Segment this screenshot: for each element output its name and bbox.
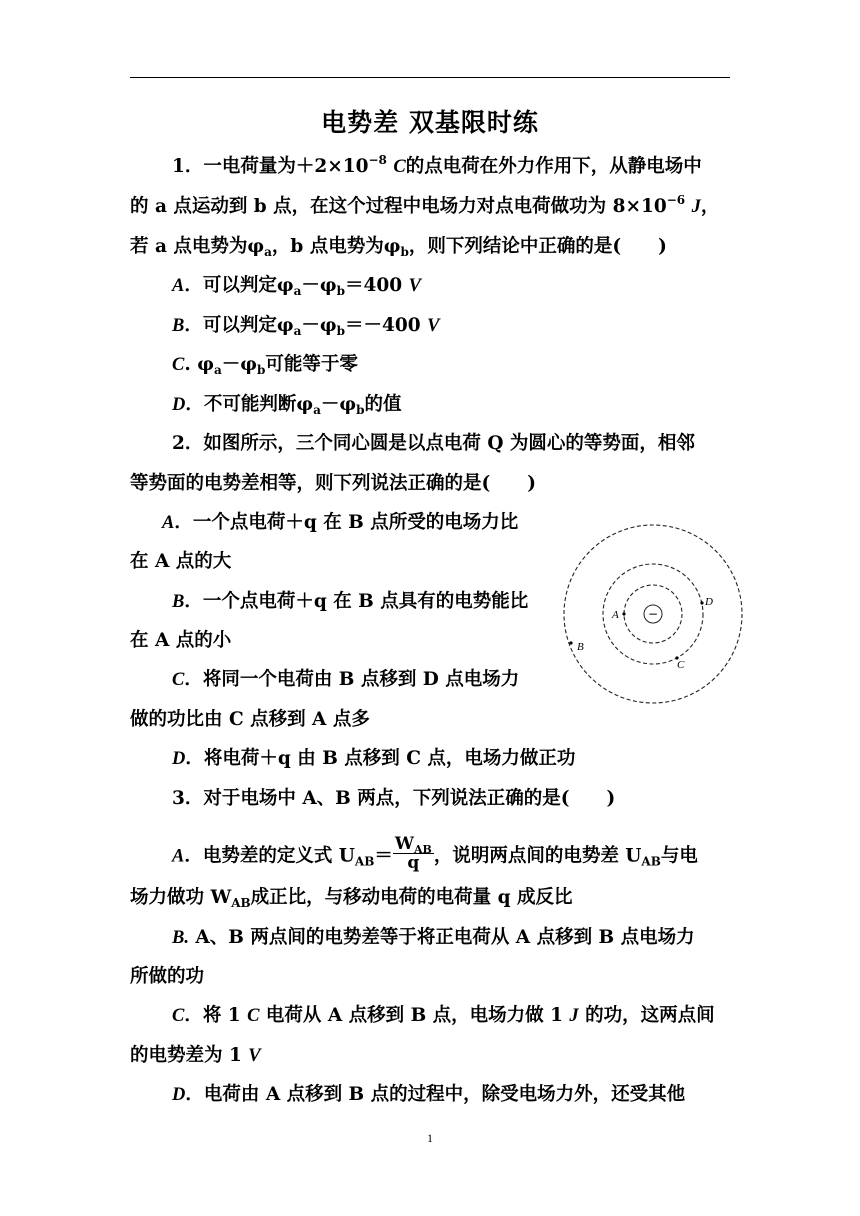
page-title: 电势差 双基限时练	[321, 108, 539, 137]
subscript: b	[336, 284, 346, 298]
option-label: A	[162, 513, 175, 533]
q1-unit: C	[393, 157, 406, 177]
q3-option-b-cont: 所做的功	[130, 966, 205, 987]
option-text: ．一个点电荷＋q 在 B 点具有的电势能比	[184, 591, 529, 612]
option-label: B.	[172, 928, 189, 948]
q1-text: 的点电荷在外力作用下，从静电场中	[405, 156, 702, 177]
unit: C	[247, 1006, 260, 1026]
option-text: 的电势差为 1	[130, 1045, 249, 1066]
subscript: a	[293, 284, 302, 298]
option-label: B	[172, 592, 185, 612]
unit: J	[569, 1006, 579, 1026]
option-text: －φ	[301, 315, 337, 336]
q3-line-1: 3．对于电场中 A、B 两点，下列说法正确的是( )	[172, 788, 616, 809]
q1-exponent: −8	[368, 153, 387, 167]
subscript: AB	[354, 854, 375, 869]
option-text: ．电荷由 A 点移到 B 点的过程中，除受电场力外，还受其他	[185, 1084, 686, 1105]
option-text: ．将电荷＋q 由 B 点移到 C 点，电场力做正功	[185, 748, 576, 769]
unit: V	[408, 276, 421, 296]
page-number: 1	[427, 1131, 433, 1145]
subscript: a	[293, 324, 302, 338]
work-over-charge-fraction	[393, 836, 434, 873]
q1-text: 的 a 点运动到 b 点，在这个过程中电场力对点电荷做功为 8×10	[130, 196, 667, 217]
subscript: AB	[231, 896, 251, 910]
subscript: a	[213, 363, 222, 377]
option-text: 可能等于零	[265, 354, 358, 375]
q1-unit: J	[691, 197, 701, 217]
label-a: A	[612, 609, 619, 621]
option-text: ．一个点电荷＋q 在 B 点所受的电场力比	[174, 512, 519, 533]
header-rule	[130, 77, 730, 78]
option-text: 与电	[660, 845, 698, 867]
q1-text: ，b 点电势为φ	[271, 236, 401, 257]
subscript: AB	[641, 854, 661, 869]
option-text: ，说明两点间的电势差 U	[433, 845, 642, 867]
subscript: a	[313, 403, 321, 417]
option-text: －φ	[320, 394, 357, 415]
option-text: －φ	[221, 354, 257, 375]
option-text: . φ	[184, 354, 214, 375]
subscript: AB	[413, 843, 432, 856]
q1-line-1	[172, 153, 702, 177]
label-c: C	[677, 659, 685, 671]
option-label: D	[172, 749, 186, 769]
q2-option-a	[162, 514, 518, 533]
option-text: 电荷从 A 点移到 B 点，电场力做 1	[259, 1005, 570, 1026]
option-label: A	[172, 846, 185, 867]
q1-option-b	[172, 317, 439, 336]
option-text: 成正比，与移动电荷的电荷量 q 成反比	[250, 887, 573, 908]
option-text: ．可以判定φ	[184, 275, 294, 296]
q2-option-b-cont: 在 A 点的小	[130, 630, 232, 651]
q3-option-c	[172, 1007, 715, 1026]
option-text: 的值	[364, 394, 402, 415]
option-label: D	[172, 395, 186, 415]
option-text: ＝400	[345, 275, 409, 296]
q3-option-c-cont	[130, 1047, 261, 1066]
q3-option-a	[172, 834, 698, 875]
option-text: A、B 两点间的电势差等于将正电荷从 A 点移到 B 点电场力	[188, 927, 695, 948]
unit: V	[248, 1046, 261, 1066]
subscript: b	[356, 403, 365, 417]
q1-subscript: b	[400, 245, 409, 259]
q3-option-b	[172, 929, 695, 948]
fraction-denominator: q	[407, 853, 420, 873]
q1-text: 若 a 点电势为φ	[130, 236, 265, 257]
subscript: b	[336, 324, 346, 338]
option-text: 的功，这两点间	[578, 1005, 715, 1026]
equipotential-diagram	[562, 523, 744, 705]
option-text: ．电势差的定义式 U	[184, 845, 355, 867]
label-d: D	[705, 596, 713, 608]
q1-text: 1．一电荷量为＋2×10	[172, 156, 369, 177]
option-text: ．将同一个电荷由 B 点移到 D 点电场力	[184, 669, 520, 690]
option-label: B	[172, 316, 185, 336]
option-label: C	[172, 670, 185, 690]
q2-option-c-cont: 做的功比由 C 点移到 A 点多	[130, 709, 370, 730]
point-d	[700, 601, 703, 604]
q2-option-a-cont: 在 A 点的大	[130, 551, 232, 572]
option-text: ．将 1	[184, 1005, 248, 1026]
subscript: b	[257, 363, 266, 377]
option-text: －φ	[301, 275, 337, 296]
fraction-numerator: W	[394, 834, 414, 854]
q1-option-d	[172, 396, 402, 415]
q3-option-a-cont	[130, 889, 573, 908]
option-text: 场力做功 W	[130, 887, 232, 908]
q2-option-c	[172, 671, 519, 690]
option-text: ＝－400	[345, 315, 428, 336]
q1-line-2	[130, 193, 720, 217]
option-label: C	[172, 355, 185, 375]
q1-option-a	[172, 277, 421, 296]
q2-line-2: 等势面的电势差相等，则下列说法正确的是( )	[130, 473, 537, 494]
q1-exponent: −6	[666, 193, 686, 207]
label-b: B	[577, 641, 584, 653]
unit: V	[427, 316, 440, 336]
q2-option-d	[172, 750, 575, 769]
option-label: A	[172, 276, 185, 296]
q1-subscript: a	[264, 245, 272, 259]
q2-option-b	[172, 593, 528, 612]
q1-line-3	[130, 238, 667, 257]
option-text: ＝	[374, 845, 393, 867]
point-a	[622, 612, 625, 615]
q2-line-1: 2．如图所示，三个同心圆是以点电荷 Q 为圆心的等势面，相邻	[172, 433, 695, 454]
q1-text: ，则下列结论中正确的是( )	[408, 236, 667, 257]
q1-option-c	[172, 356, 358, 375]
option-text: ．不可能判断φ	[185, 394, 314, 415]
q3-option-d	[172, 1086, 685, 1105]
option-label: D	[172, 1085, 186, 1105]
option-text: ．可以判定φ	[184, 315, 294, 336]
point-b	[569, 641, 572, 644]
q1-text: ，	[700, 196, 720, 217]
charge-sign: −	[647, 607, 659, 621]
option-label: C	[172, 1006, 185, 1026]
